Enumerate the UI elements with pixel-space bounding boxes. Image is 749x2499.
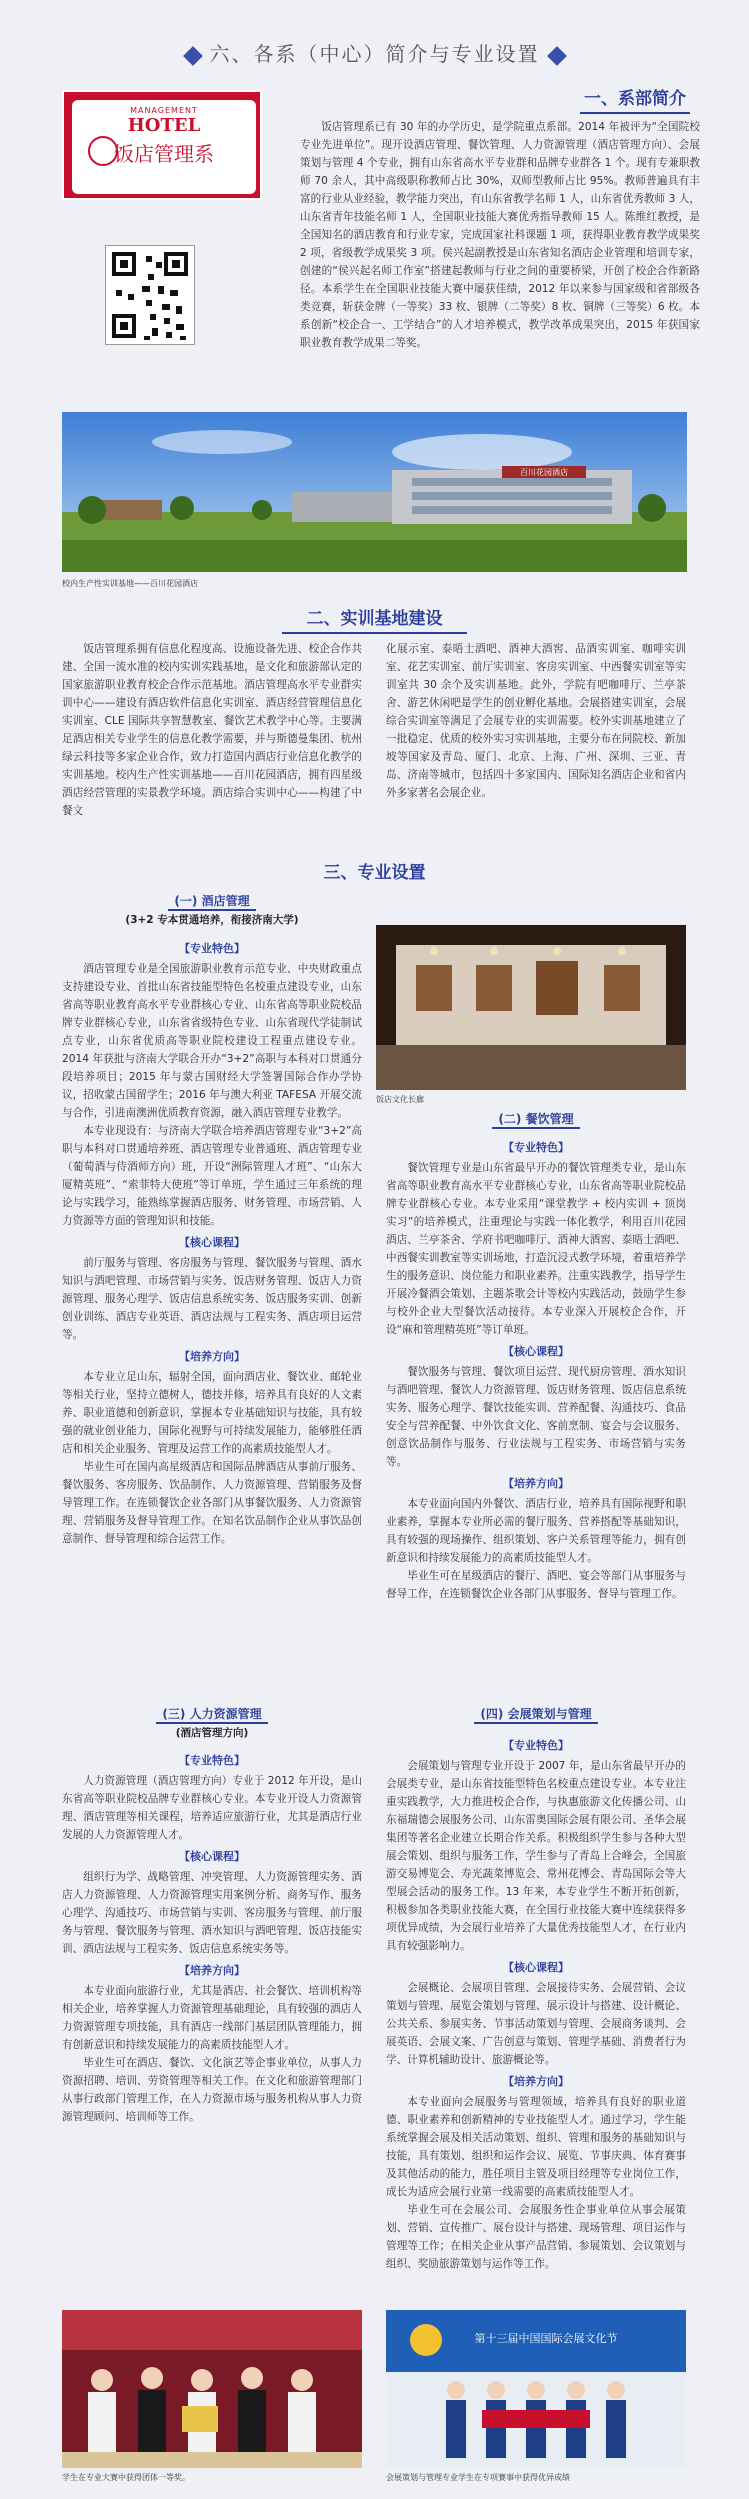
career-label: 【培养方向】 [503,1477,569,1490]
hotel-core-text: 前厅服务与管理、客房服务与管理、餐饮服务与管理、酒水知识与酒吧管理、市场营销与实务、饭店财务管理、饭店人力资源管理、服务心理学、饭店信息系统实务、饭店服务实训、创新创业训练、酒店专业英语、酒店法规与工程实务、酒店项目运营等。 [62,1257,362,1341]
major-hotel-title [62,892,362,911]
career-label: 【培养方向】 [503,2075,569,2088]
hr-career-text: 本专业面向旅游行业，尤其是酒店、社会餐饮、培训机构等相关企业，培养掌握人力资源管理基础理论，具有较强的酒店人力资源管理专项技能，具有酒店一线部门基层团队管理能力，拥有创新意识和持续发展能力的高素质技能型人才。 [62,1985,362,2051]
major-exhibition-title [386,1705,686,1724]
students-award-image [62,2310,362,2468]
major-catering-title [386,1110,686,1129]
hotel-feature-text: 酒店管理专业是全国旅游职业教育示范专业、中央财政重点支持建设专业、首批山东省技能型特色名校重点建设专业，山东省高等职业教育高水平专业群核心专业、山东省高等职业院校品牌专业群核心专业，山东省省级特色专业、山东省现代学徒制试点专业，山东省优质高等职业院校建设工程重点建设专业。2014 年获批与济南大学联合开办“3+2”高职与本科对口贯通分段培养项目；2015 年与蒙古国财经大学签署国际合作办学协议，招收蒙古国留学生；2016 年与澳大利亚 TAFESA 开展交流与合作，引进南澳洲优质教育资源，融入酒店管理专业教学。 [62,963,362,1119]
right-photo-caption: 会展策划与管理专业学生在专项赛事中获得优异成绩 [386,2473,570,2482]
logo-top-text: MANAGEMENT [130,106,198,115]
major-title-text: (三) 人力资源管理 [156,1705,267,1724]
campus-photo [62,412,687,572]
catering-career-text: 本专业面向国内外餐饮、酒店行业，培养具有国际视野和职业素养，掌握本专业所必需的餐厅服务、营养搭配等基础知识，具有较强的现场操作、组织策划、客户关系管理等能力，拥有创新意识和持续发展能力的高素质技能型人才。 [386,1498,686,1564]
exhibition-core-text: 会展概论、会展项目管理、会展接待实务、会展营销、会议策划与管理、展览会策划与管理、展示设计与搭建、设计概论、公共关系、参展实务、节事活动策划与管理、会展商务谈判、会展英语、会展文案、广告创意与策划、管理学基础、消费者行为学、计算机辅助设计、旅游概论等。 [386,1982,686,2066]
competition-photo-right [386,2310,686,2468]
major-hr-title [62,1705,362,1724]
title-underline [282,632,467,634]
diamond-right-icon [547,46,567,66]
catering-core-text: 餐饮服务与管理、餐饮项目运营、现代厨房管理、酒水知识与酒吧管理、餐饮人力资源管理、饭店财务管理、饭店信息系统实务、服务心理学、餐饮技能实训、营养配餐、沟通技巧、食品安全与营养配餐、中外饮食文化、客前烹制、宴会与会议服务、创意饮品制作与服务、行业法规与工程实务、市场营销与实务等。 [386,1366,686,1468]
core-label: 【核心课程】 [179,1850,245,1863]
left-photo-caption: 学生在专业大赛中获得团体一等奖。 [62,2473,190,2482]
core-label: 【核心课程】 [503,1345,569,1358]
feature-label: 【专业特色】 [503,1141,569,1154]
section-training-title [282,604,467,629]
culture-corridor-image [376,925,686,1090]
diamond-left-icon [183,46,203,66]
hr-jobs-text: 毕业生可在酒店、餐饮、文化演艺等企事业单位，从事人力资源招聘、培训、劳资管理等相关工作。在文化和旅游管理部门从事行政部门管理工作，在人力资源市场与服务机构从事人力资源管理顾问、培训师等工作。 [62,2057,362,2123]
hr-core-text: 组织行为学、战略管理、冲突管理、人力资源管理实务、酒店人力资源管理、人力资源管理实用案例分析、商务写作、服务心理学、沟通技巧、市场营销与实训、客房服务与管理、前厅服务与管理、餐饮服务与管理、酒水知识与酒吧管理、饭店技能实训、酒店法规与工程实务、饭店信息系统实务等。 [62,1871,362,1955]
logo-dept-name: 饭店管理系 [114,142,214,166]
section-title-text: 三、专业设置 [323,863,426,883]
hotel-direction-text: 本专业现设有：与济南大学联合培养酒店管理专业“3+2”高职与本科对口贯通培养班、酒店管理专业普通班、酒店管理专业（葡萄酒与侍酒师方向）班，开设“洲际管理人才班”、“山东大厦精英班”、“索菲特大使班”等订单班，学生通过三年系统的理论与实践学习，能熟练掌握酒店服务、财务管理、市场营销、人力资源等方面的管理知识和技能。 [62,1125,362,1227]
catering-jobs-text: 毕业生可在星级酒店的餐厅、酒吧、宴会等部门从事服务与督导工作，在连锁餐饮企业各部门从事服务、督导与管理工作。 [386,1570,686,1600]
career-label: 【培养方向】 [179,1350,245,1363]
dept-intro-body: 饭店管理系已有 30 年的办学历史，是学院重点系部。2014 年被评为“全国院校专业先进单位”。现开设酒店管理、餐饮管理、人力资源管理（酒店管理方向）、会展策划与管理 4 个专业，拥有山东省高水平专业群和品牌专业群各 1 个。现有专兼职教师 70 余人，其中高级职称教师占比 30%，双师型教师占比 95%。教师普遍具有丰富的行业从业经验，教学能力突出，有山东省教学名师 1 人，山东省优秀教师 3 人，山东省青年技能名师 1 人，全国职业技能大赛优秀指导教师 15 人。陈维红教授，是全国知名的酒店教育和行业专家，完成国家社科课题 1 项，获得职业教育教学成果奖 2 项，省级教学成果奖 3 项。侯兴起副教授是山东省知名酒店企业管理和培训专家，创建的“侯兴起名师工作室”搭建起教师与行业之间的重要桥梁，开创了校企合作新路径。本系学生在全国职业技能大赛中屡获佳绩，2012 年以来参与国家级和省部级各类竞赛，斩获金牌（一等奖）33 枚、银牌（二等奖）8 枚、铜牌（三等奖）6 枚。本系创新“校企合一、工学结合”的人才培养模式，教学改革成果突出，2015 年获国家职业教育教学成果二等奖。 [300,121,700,349]
core-label: 【核心课程】 [179,1236,245,1249]
qr-code [105,245,195,345]
major-hr-subtitle: (酒店管理方向) [175,1727,249,1739]
culture-photo-caption: 饭店文化长廊 [376,1095,424,1104]
dept-logo [62,90,262,200]
major-title-text: (二) 餐饮管理 [492,1110,579,1129]
logo-hotel-text: HOTEL [127,115,201,136]
hr-feature-text: 人力资源管理（酒店管理方向）专业于 2012 年开设，是山东省高等职业院校品牌专业群核心专业。本专业开设人力资源管理、酒店管理等相关课程，培养适应旅游行业，尤其是酒店行业发展的人力资源管理人才。 [62,1775,362,1841]
banner-text: 第十三届中国国际会展文化节 [474,2332,618,2345]
campus-hotel-image [62,412,687,572]
section-dept-intro-title [580,84,690,109]
section-title-text: 一、系部简介 [584,89,686,109]
hotel-career-text: 本专业立足山东，辐射全国，面向酒店业、餐饮业、邮轮业等相关行业，坚持立德树人，德技并修，培养具有良好的人文素养、职业道德和创新意识，掌握本专业基础知识与技能，具有较强的就业创业能力，国际化视野与可持续发展能力，能够胜任酒店和相关企业服务、管理及运营工作的高素质技能型人才。 [62,1371,362,1455]
exhibition-career-text: 本专业面向会展服务与管理领域，培养具有良好的职业道德、职业素养和创新精神的专业技能型人才。通过学习，学生能系统掌握会展及相关活动策划、组织、管理和服务的基础知识与技能，具有策划、组织和运作会议、展览、节事庆典、体育赛事及其他活动的能力，胜任项目主管及项目经理等专业岗位工作，成长为适应会展行业第一线需要的高素质技能型人才。 [386,2096,686,2198]
catering-feature-text: 餐饮管理专业是山东省最早开办的餐饮管理类专业，是山东省高等职业教育高水平专业群核心专业，山东省高等职业院校品牌专业群核心专业。本专业采用“课堂教学 + 校内实训 + 顶岗实习”的培养模式，注重理论与实践一体化教学，利用百川花园酒店、兰亭茶舍、学府书吧咖啡厅、酒神大酒窖、泰晤士酒吧、中西餐实训教室等实训场地，打造沉浸式教学环境，着重培养学生的服务意识、岗位能力和职业素养。注重实践教学，指导学生开展冷餐酒会策划、主题茶歌会计等校内实践活动，鼓励学生参与校外企业大型餐饮活动接待。本专业深入开展校企合作，开设“麻和管理精英班”等订单班。 [386,1162,686,1336]
page-title [0,38,749,67]
competition-photo-left [62,2310,362,2468]
major-title-text: (四) 会展策划与管理 [474,1705,597,1724]
major-hotel-content [62,936,362,1548]
exhibition-feature-text: 会展策划与管理专业开设于 2007 年，是山东省最早开办的会展类专业，是山东省技能型特色名校重点建设专业。本专业注重实践教学，大力推进校企合作，与执惠旅游文化传播公司、山东福瑞德会展服务公司、山东雷奥国际会展有限公司、圣华会展集团等著名企业建立长期合作关系。积极组织学生参与各种大型展会策划、组织与服务工作，学生参与了青岛上合峰会，全国旅游交易博览会、寿光蔬菜博览会、常州花博会、青岛国际会等大型展会活动的服务工作。13 年来，本专业学生不断开拓创新，积极参加各类职业技能大赛，在全国行业技能大赛中连续获得多项优异成绩，为会展行业培养了大量优秀技能型人才，在行业内具有较强影响力。 [386,1760,686,1952]
title-underline [580,112,690,114]
emblem-icon [88,136,118,166]
major-hotel-subtitle: (3+2 专本贯通培养，衔接济南大学) [125,914,299,926]
major-title-text: (一) 酒店管理 [168,892,255,911]
major-catering-content [386,1135,686,1603]
feature-label: 【专业特色】 [179,1754,245,1767]
major-exhibition-content [386,1733,686,2273]
hotel-culture-photo [376,925,686,1090]
hotel-jobs-text: 毕业生可在国内高星级酒店和国际品牌酒店从事前厅服务、餐饮服务、客房服务、饮品制作、人力资源管理、营销服务及督导管理工作。在连锁餐饮企业各部门从事餐饮服务、人力资源管理、营销服务及督导管理工作。在知名饮品制作企业从事饮品创意制作、督导管理和综合运营工作。 [62,1461,362,1545]
feature-label: 【专业特色】 [179,942,245,955]
training-col1: 饭店管理系拥有信息化程度高、设施设备先进、校企合作共建、全国一流水准的校内实训实践基地，是文化和旅游部认定的国家旅游职业教育校企合作示范基地。酒店管理高水平专业群实训中心——建设有酒店软件信息化实训室、酒店经营管理信息化实训室、CLE 国际共享智慧教室、餐饮艺术教学中心等。主要满足酒店相关专业学生的信息化教学需要，并与斯德曼集团、杭州绿云科技等多家企业合作，致力打造国内酒店行业信息化教学的实训基地。校内生产性实训基地——百川花园酒店，拥有四星级酒店经营管理的实景教学环境。酒店综合实训中心——构建了中餐文 [62,643,362,817]
core-label: 【核心课程】 [503,1961,569,1974]
major-hr-content [62,1748,362,2126]
career-label: 【培养方向】 [179,1964,245,1977]
exhibition-jobs-text: 毕业生可在会展公司、会展服务性企事业单位从事会展策划、营销、宣传推广、展台设计与搭建、现场管理、项目运作与管理等工作；在相关企业从事产品营销、参展策划、会议策划与组织、奖励旅游策划与运作等工作。 [386,2204,686,2270]
exhibition-award-image [386,2310,686,2468]
section-majors-title [312,858,437,883]
qr-pattern [106,246,196,346]
training-col2: 化展示室、泰晤士酒吧、酒神大酒窖、品酒实训室、咖啡实训室、花艺实训室、前厅实训室、客房实训室、中西餐实训室等实训室共 30 余个及实训基地。此外，学院有吧咖啡厅、兰亭茶舍、游艺休闲吧是学生的创业孵化基地。会展搭建实训室，会展综合实训室等满足了会展专业的实训需要。校外实训基地建立了一批稳定、优质的校外实习实训基地，主要分布在同院校、新加坡等国家及青岛、厦门、北京、上海、广州、深圳、三亚、青岛、济南等城市，包括四十多家国内、国际知名酒店企业和省内外多家著名会展企业。 [386,643,686,799]
section-title-text: 二、实训基地建设 [306,609,443,629]
campus-photo-caption: 校内生产性实训基地——百川花园酒店 [62,579,198,588]
campus-sign-text: 百川花园酒店 [520,468,568,477]
page-title-text: 六、各系（中心）简介与专业设置 [209,42,540,66]
feature-label: 【专业特色】 [503,1739,569,1752]
logo-inner [72,100,256,194]
